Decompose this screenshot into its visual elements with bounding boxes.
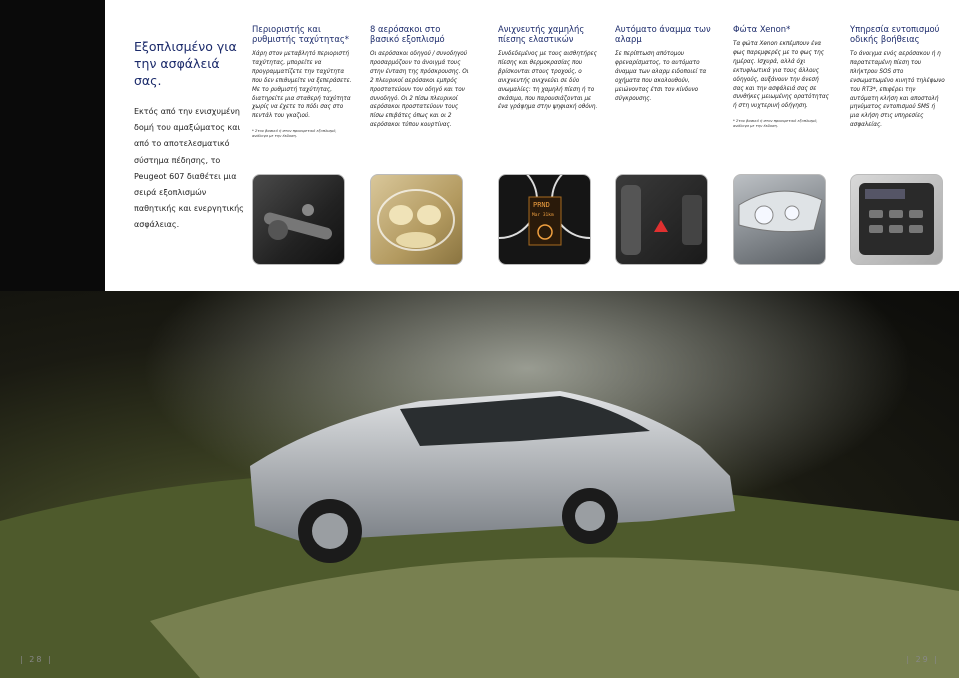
- page-title: Εξοπλισμένο για την ασφάλειά σας.: [134, 39, 237, 88]
- feature-title: 8 αερόσακοι στο βασικό εξοπλισμό: [370, 24, 445, 44]
- stalk-illustration: [253, 175, 344, 264]
- feature-title: Ανιχνευτής χαμηλής πίεσης ελαστικών: [498, 24, 585, 44]
- rt3-illustration: [851, 175, 942, 264]
- cruise-control-stalk-photo: [252, 174, 345, 265]
- feature-body: Συνδεδεμένος με τους αισθητήρες πίεσης και θερμοκρασίας που βρίσκονται στους τροχούς, ο ανιχνευτής ανιχνεύει σε δύο ανωμαλίες: τη χαμηλή πίεση ή το σκάσιμο, που παρουσιάζονται με ένα γράφημα στην ψηφιακή οθόνη.: [498, 51, 598, 111]
- feature-body: Τα φώτα Xenon εκπέμπουν ένα φως παρεμφερές με το φως της ημέρας. Ισχυρά, αλλά όχι εκτυφλωτικά για τους άλλους οδηγούς, αυξάνουν την άνεσή σας και την ασφάλειά σας σε συνθήκες μειωμένης ορατότητας ή στη νυχτερινή οδήγηση.: [733, 41, 830, 110]
- feature-xenon: [733, 24, 831, 129]
- page-number-right: | 29 |: [906, 655, 939, 664]
- airbags-cutaway-photo: [370, 174, 463, 265]
- feature-body: Σε περίπτωση απότομου φρεναρίσματος, το αυτόματο άναμμα των αλαρμ ειδοποιεί τα οχήματα που ακολουθούν, μειώνοντας έτσι τον κίνδυνο σύγκρουσης.: [615, 51, 707, 102]
- footnote: * Στον βασικό ή στον προαιρετικό εξοπλισμό, ανάλογα με την έκδοση.: [733, 119, 818, 129]
- rt3-sos-unit-photo: [850, 174, 943, 265]
- feature-airbags: [370, 24, 470, 130]
- xenon-headlamp-photo: [733, 174, 826, 265]
- headlamp-illustration: [734, 175, 825, 264]
- hazard-button-photo: [615, 174, 708, 265]
- range-readout: Mar 31km: [532, 213, 554, 218]
- feature-title: Φώτα Xenon*: [733, 24, 791, 34]
- feature-title: Περιοριστής και ρυθμιστής ταχύτητας*: [252, 24, 349, 44]
- feature-body: Το άνοιγμα ενός αερόσακου ή η παρατεταμένη πίεση του πλήκτρου SOS στο ενσωματωμένο κινητό τηλέφωνο του RT3*, επιφέρει την αυτόματη κλήση και αποστολή μηνύματος εντοπισμού SMS ή μια κλήση στις υπηρεσίες ασφαλείας.: [850, 51, 945, 129]
- intro-text: Εκτός από την ενισχυμένη δομή του αμαξώματος και από το αποτελεσματικό σύστημα πέδησης, το Peugeot 607 διαθέτει μια σειρά εξοπλισμών παθητικής και ενεργητικής ασφάλειας.: [134, 107, 244, 230]
- car-road-illustration: [0, 291, 959, 678]
- feature-title: Υπηρεσία εντοπισμού οδικής βοήθειας: [850, 24, 940, 44]
- feature-body: Οι αερόσακοι οδηγού / συνοδηγού προσαρμόζουν το άνοιγμά τους στην ένταση της πρόσκρουσης. Οι 2 πλευρικοί αερόσακοι εμπρός προστατεύουν τον οδηγό και τον συνοδηγό. Οι 2 πίσω πλευρικοί αερόσακοι προστατεύουν τους πίσω επιβάτες όπως και οι 2 αερόσακοι τύπου κουρτίνας.: [370, 51, 469, 129]
- feature-auto-hazard: [615, 24, 715, 103]
- feature-tyre-pressure: [498, 24, 598, 112]
- tyre-pressure-display-photo: [498, 174, 591, 265]
- footnote: * Στον βασικό ή στον προαιρετικό εξοπλισμό, ανάλογα με την έκδοση.: [252, 129, 337, 139]
- feature-assistance: [850, 24, 945, 130]
- hero-car-photo: [0, 291, 959, 678]
- page-number-left: | 28 |: [20, 655, 53, 664]
- feature-title: Αυτόματο άναμμα των αλαρμ: [615, 24, 711, 44]
- dashboard-illustration: [499, 175, 590, 264]
- feature-body: Χάρη στον μεταβλητό περιοριστή ταχύτητας, μπορείτε να προγραμματίζετε την ταχύτητα που δεν επιθυμείτε να ξεπεράσετε. Με το ρυθμιστή ταχύτητας, διατηρείτε μια σταθερή ταχύτητα χωρίς να έχετε το πόδι σας στο πεντάλ του γκαζιού.: [252, 51, 352, 120]
- feature-speed-limiter: [252, 24, 352, 139]
- hazard-illustration: [616, 175, 707, 264]
- airbags-illustration: [371, 175, 462, 264]
- gear-readout: PRND: [533, 201, 550, 209]
